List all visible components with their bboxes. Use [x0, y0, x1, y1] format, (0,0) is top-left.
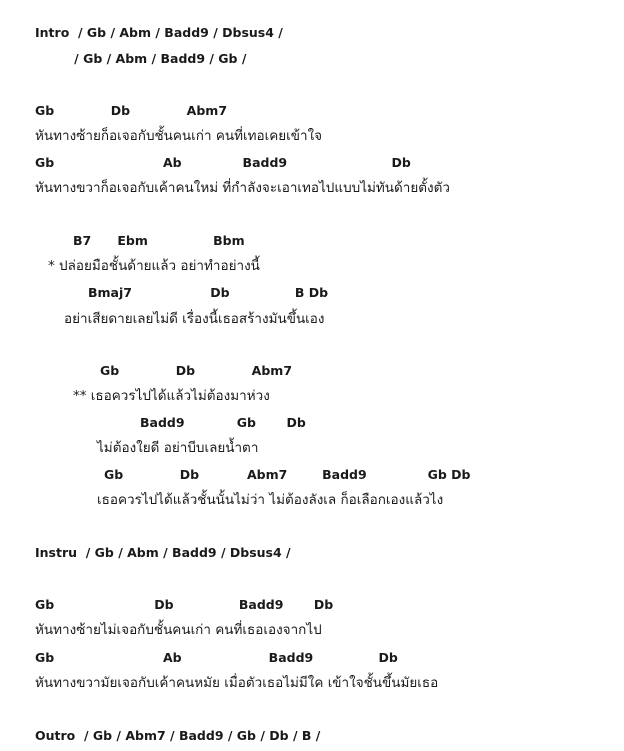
chord-line: Gb Ab Badd9 Db — [35, 155, 411, 170]
chord-line: Badd9 Gb Db — [140, 415, 306, 430]
chord-line: Gb Ab Badd9 Db — [35, 650, 398, 665]
lyric-line: หันทางซ้ายก็อเจอกับชั้นคนเก่า คนที่เทอเคยเข้าใจ — [35, 128, 323, 144]
lyric-line: หันทางขวามัยเจอกับเค้าคนหมัย เมื่อตัวเธอไม่มีใค เข้าใจชั้นขึ้นมัยเธอ — [35, 675, 439, 691]
lyric-line: อย่าเสียดายเลยไม่ดี เรื่องนี้เธอสร้างมันขึ้นเอง — [64, 311, 325, 327]
lyric-line: ไม่ต้องใยดี อย่าบีบเลยน้ำตา — [97, 440, 259, 456]
chord-line-intro-2: / Gb / Abm / Badd9 / Gb / — [35, 51, 247, 66]
chord-line: Gb Db Badd9 Db — [35, 597, 334, 612]
chord-line: B7 Ebm Bbm — [73, 233, 245, 248]
chord-line: Gb Db Abm7 — [35, 103, 228, 118]
lyric-line: หันทางซ้ายไม่เจอกับชั้นคนเก่า คนที่เธอเองจากไป — [35, 622, 322, 638]
chord-line-instru: Instru / Gb / Abm / Badd9 / Dbsus4 / — [35, 545, 291, 560]
chord-line: Gb Db Abm7 — [100, 363, 293, 378]
lyric-line-chorus-a: * ปล่อยมือชั้นด้ายแล้ว อย่าทำอย่างนี้ — [48, 258, 260, 274]
lyric-line-chorus-b: ** เธอควรไปได้แล้วไม่ต้องมาห่วง — [73, 388, 270, 404]
lyric-line: เธอควรไปได้แล้วชั้นนั้นไม่ว่า ไม่ต้องลังเล ก็อเลือกเองแล้วไง — [97, 492, 444, 508]
chord-line: Bmaj7 Db B Db — [88, 285, 329, 300]
chord-line-outro: Outro / Gb / Abm7 / Badd9 / Gb / Db / B / — [35, 728, 321, 743]
lyric-line: หันทางขวาก็อเจอกับเค้าคนใหม่ ที่กำลังจะเอาเทอไปแบบไม่ทันด้ายตั้งตัว — [35, 180, 450, 196]
chord-line-intro: Intro / Gb / Abm / Badd9 / Dbsus4 / — [35, 25, 283, 40]
chord-line: Gb Db Abm7 Badd9 Gb Db — [104, 467, 471, 482]
